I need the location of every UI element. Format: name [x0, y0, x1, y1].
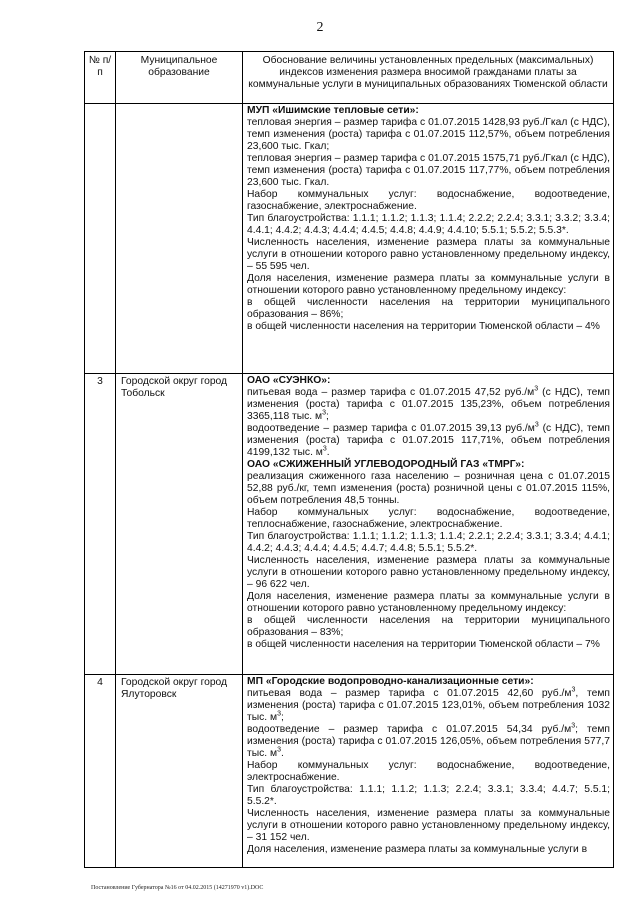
amenity-type-line: Тип благоустройства: 1.1.1; 1.1.2; 1.1.3; 1.1.4; 2.2.2; 2.2.4; 3.3.1; 3.3.2; 3.3.4; 4.4.1; 4.4.2; 4.4.3; 4.4.4; 4.4.5; 4.4.8; 4.4.9; 4.4.10; 5.5.1; 5.5.2; 5.5.3*. [247, 213, 610, 236]
header-municipality: Муниципальное образование [116, 52, 243, 104]
org-name: ОАО «СЖИЖЕННЫЙ УГЛЕВОДОРОДНЫЙ ГАЗ «ТМРГ»: [247, 459, 525, 470]
row-municipality [116, 104, 243, 374]
population-share-line: Доля населения, изменение размера платы за коммунальные услуги в отношении которого равно установленному предельному индексу: [247, 591, 610, 614]
share-region-line: в общей численности населения на территории Тюменской области – 4% [247, 321, 600, 332]
share-municipal-line: в общей численности населения на территории муниципального образования – 83%; [247, 615, 610, 638]
amenity-type-line: Тип благоустройства: 1.1.1; 1.1.2; 1.1.3; 1.1.4; 2.2.1; 2.2.4; 3.3.1; 3.3.4; 4.4.1; 4.4.2; 4.4.3; 4.4.4; 4.4.5; 4.4.7; 4.4.8; 5.5.1; 5.5.2*. [247, 531, 610, 554]
header-number: № п/п [85, 52, 116, 104]
table-row [85, 104, 614, 374]
row-justification [243, 675, 614, 868]
population-share-line: Доля населения, изменение размера платы за коммунальные услуги в отношении которого равно установленному предельному индексу: [247, 273, 610, 296]
org-name: МП «Городские водопроводно-канализационные сети»: [247, 676, 534, 687]
row-justification [243, 104, 614, 374]
tariff-line: питьевая вода – размер тарифа с 01.07.2015 42,60 $руб./м^3$, темп изменения (роста) тарифа с 01.07.2015 123,01%, объем потребления 1032 тыс. $м^3$; [247, 686, 610, 723]
services-line: Набор коммунальных услуг: водоснабжение, водоотведение, теплоснабжение, газоснабжение, электроснабжение. [247, 507, 610, 530]
row-number: 4 [85, 675, 116, 868]
table-header [85, 52, 614, 104]
share-municipal-line: в общей численности населения на территории муниципального образования – 86%; [247, 297, 610, 320]
row-number: 3 [85, 374, 116, 675]
row-municipality: Городской округ город Тобольск [116, 374, 243, 675]
tariff-line: тепловая энергия – размер тарифа с 01.07.2015 1575,71 руб./Гкал (с НДС), темп изменения (роста) тарифа с 01.07.2015 117,77%, объем потребления 23,600 тыс. Гкал. [247, 153, 610, 188]
population-line: Численность населения, изменение размера платы за коммунальные услуги в отношении которого равно установленному предельному индексу, – 55 595 чел. [247, 237, 610, 272]
tariff-line: реализация сжиженного газа населению – розничная цена с 01.07.2015 52,88 руб./кг, темп изменения (роста) розничной цены с 01.07.2015 115%, объем потребления 48,5 тонны. [247, 471, 610, 506]
services-line: Набор коммунальных услуг: водоснабжение, водоотведение, газоснабжение, электроснабжение. [247, 189, 610, 212]
share-region-line: в общей численности населения на территории Тюменской области – 7% [247, 639, 600, 650]
services-line: Набор коммунальных услуг: водоснабжение, водоотведение, электроснабжение. [247, 760, 610, 783]
table-row [85, 675, 614, 868]
tariff-table [84, 51, 614, 868]
header-justification: Обоснование величины установленных предельных (максимальных) индексов изменения размера вносимой гражданами платы за коммунальные услуги в муниципальных образованиях Тюменской области [243, 52, 614, 104]
amenity-type-line: Тип благоустройства: 1.1.1; 1.1.2; 1.1.3; 2.2.4; 3.3.1; 3.3.4; 4.4.7; 5.5.1; 5.5.2*. [247, 784, 610, 807]
row-municipality: Городской округ город Ялуторовск [116, 675, 243, 868]
row-justification [243, 374, 614, 675]
page-number: 2 [316, 20, 324, 35]
org-name: ОАО «СУЭНКО»: [247, 375, 331, 386]
population-line: Численность населения, изменение размера платы за коммунальные услуги в отношении которого равно установленному предельному индексу, – 96 622 чел. [247, 555, 610, 590]
tariff-line: питьевая вода – размер тарифа с 01.07.2015 47,52 $руб./м^3$ (с НДС), темп изменения (роста) тарифа с 01.07.2015 135,23%, объем потребления 3365,118 тыс. $м^3$; [247, 385, 610, 422]
tariff-line: водоотведение – размер тарифа с 01.07.2015 54,34 $руб./м^3$; темп изменения (роста) тарифа с 01.07.2015 126,05%, объем потребления 577,7 тыс. $м^3$. [247, 722, 610, 759]
row-number [85, 104, 116, 374]
footer-doc-reference: Постановление Губернатора №16 от 04.02.2015 (14271970 v1).DOC [91, 885, 264, 891]
tariff-line: водоотведение – размер тарифа с 01.07.2015 39,13 $руб./м^3$ (с НДС), темп изменения (роста) тарифа с 01.07.2015 117,71%, объем потребления 4199,132 тыс. $м^3$. [247, 421, 611, 458]
table-row [85, 374, 614, 675]
population-share-line: Доля населения, изменение размера платы за коммунальные услуги в [247, 844, 588, 855]
tariff-line: тепловая энергия – размер тарифа с 01.07.2015 1428,93 руб./Гкал (с НДС), темп изменения (роста) тарифа с 01.07.2015 112,57%, объем потребления 23,600 тыс. Гкал; [247, 117, 610, 152]
population-line: Численность населения, изменение размера платы за коммунальные услуги в отношении которого равно установленному предельному индексу, – 31 152 чел. [247, 808, 610, 843]
org-name: МУП «Ишимские тепловые сети»: [247, 105, 419, 116]
